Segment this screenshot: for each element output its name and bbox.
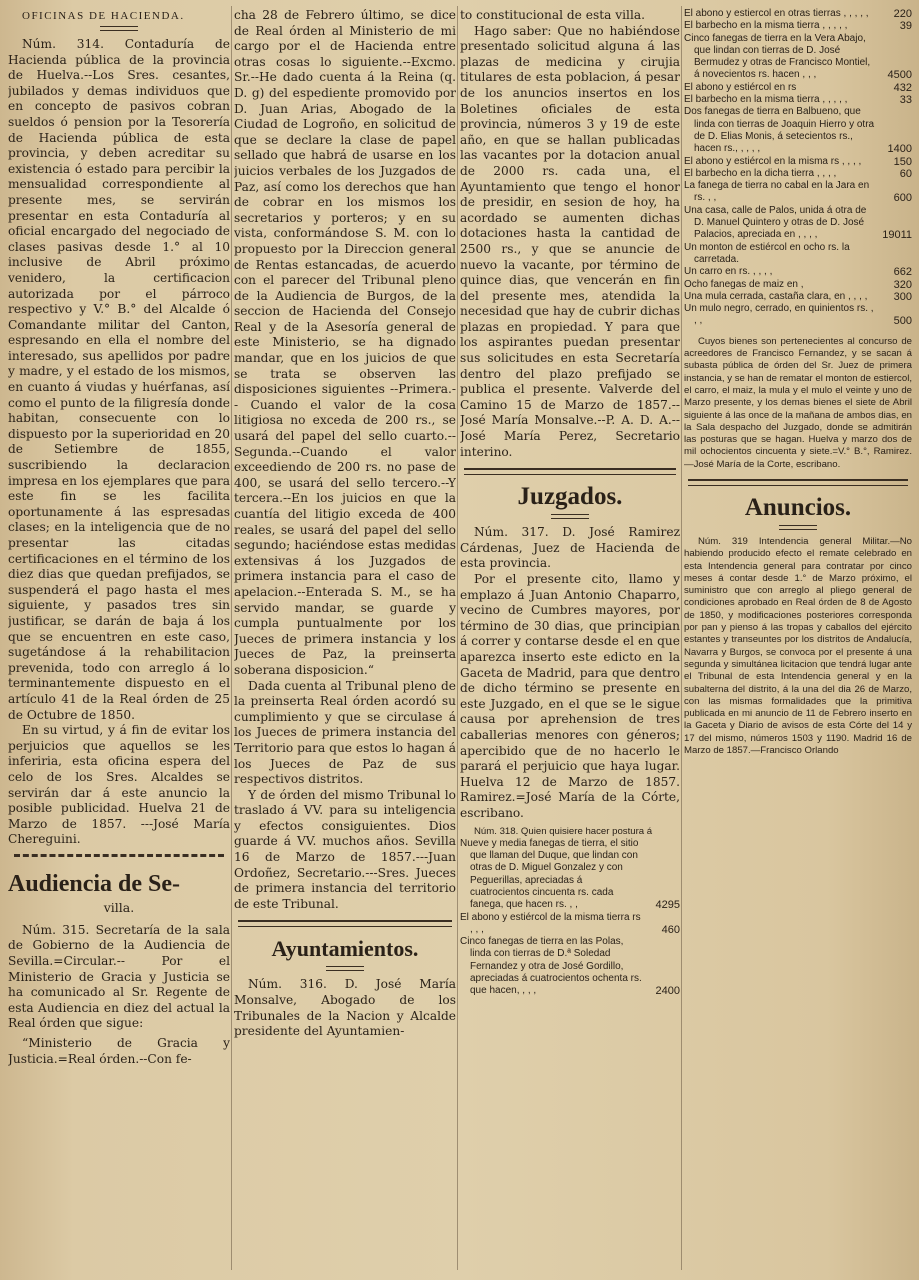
- auction-lot: El abono y estiércol en rs 432: [684, 81, 912, 94]
- separator: [100, 26, 138, 31]
- notice-318-header: Núm. 318. Quien quisiere hacer postura á: [474, 825, 653, 837]
- section-title-audiencia-cont: villa.: [103, 899, 135, 915]
- auction-lot: Una mula cerrada, castaña clara, en , , , , 300: [684, 290, 912, 303]
- notice-317-header: Núm. 317. D. José Ramirez Cárdenas, Juez de Hacienda de esta provincia.: [460, 525, 680, 571]
- notice-314-closing: En su virtud, y á fin de evitar los perjuicios que aquellos se les inferiria, esta oficina espera del celo de los Sres. Alcaldes se servirán dar á este anuncio la posible publicidad. Huelva 21 de Marzo de 1857. ---José María Chereguini.: [8, 723, 230, 847]
- notice-319: Núm. 319 Intendencia general Militar.—No habiendo producido efecto el remate celebrado en esta Intendencia general para contratar por cinco meses á contar desde 1.° de Marzo próximo, el suministro que con arreglo al pliego general de condiciones aprobado en Real órden de 8 de Agosto de 1850, y modificaciones posteriores corresponda por pan y pienso á las tropas y caballos del ejército estantes y transeuntes por los distritos de Andalucía, Navarra y Burgos, se convoca por el presente á una segunda y simultánea licitacion que tendrá lugar ante el Tribunal de esta Intendencia general y en la subalterna del distrito, á la una del dia 26 de Marzo, con las mismas formalidades que la primitiva publicada en mi anuncio de 11 de Febrero inserto en la Gaceta y Diario de avisos de esta Córte del 14 y 17 del mismo, números 1503 y 1190. Madrid 16 de Marzo de 1857.—Francisco Orlando: [684, 535, 912, 757]
- auction-lot: Nueve y media fanegas de tierra, el sitio que llaman del Duque, que lindan con otras de D. Miguel Gonzalez y con Peguerillas, apreciadas á cuatrocientos cincuenta rs. cada fanega, que hacen rs. , , 4295: [460, 837, 680, 912]
- column-4: [684, 8, 912, 1270]
- auction-lot: Cinco fanegas de tierra en la Vera Abajo, que lindan con tierras de D. José Bermudez y otras de Francisco Montiel, á novecientos rs. hacen , , , 4500: [684, 32, 912, 82]
- column-rule: [681, 6, 682, 1270]
- notice-315-body: cha 28 de Febrero último, se dice de Real órden al Ministerio de mi cargo por el de Hacienda entre otras cosas lo siguiente.--Excmo. Sr.--He dado cuenta á la Reina (q. D. g) del espediente promovido por D. Juan Arias, Abogado de la Ciudad de Logroño, en solicitud de que se declare la clase de papel sellado que habrá de usarse en los juicios verbales de los Juzgados de Paz, así como los derechos que han de cobrar en los mismos los secretarios y porteros; y en su vista, conformándose S. M. con lo propuesto por la Direccion general de Rentas estancadas, de acuerdo con el parecer del Tribunal pleno de la Audiencia de Burgos, de la seccion de Hacienda del Consejo Real y de la Asesoría general de este Ministerio, se ha dignado mandar, que en los juicios de que se trata se observen las disposiciones siguientes --Primera.-- Cuando el valor de la cosa litigiosa no exceda de 200 rs., se usará del papel del sello cuarto.--Segunda.--Cuando el valor exceediendo de 200 rs. no pase de 400, se usará del sello tercero.--Y tercera.--En los juicios en que la cuantía del litigio exceda de 400 reales, se usará del papel del sello segundo; haciéndose estas medidas extensivas á los Juzgados de primera instancia para el caso de apelacion.--Enterada S. M., se ha servido mandar, se guarde y cumpla puntualmente por los Jueces de primera instancia y los Jueces de Paz, la preinserta soberana disposicion.“: [234, 8, 456, 677]
- auction-lot: La fanega de tierra no cabal en la Jara en rs. , , 600: [684, 180, 912, 205]
- auction-lot: Cinco fanegas de tierra en las Polas, linda con tierras de D.ª Soledad Fernandez y otra de José Gordillo, apreciadas á cuatrocientos ochenta rs. que hacen, , , , 2400: [460, 936, 680, 998]
- auction-lot: Un mulo negro, cerrado, en quinientos rs. , , , 500: [684, 303, 912, 328]
- separator: [14, 854, 224, 862]
- column-rule: [231, 6, 232, 1270]
- separator: [326, 966, 364, 971]
- notice-316-body: Hago saber: Que no habiéndose presentado solicitud alguna á las plazas de medicina y cirujia titulares de esta poblacion, á pesar de los anuncios insertos en los Boletines oficiales de esta provincia, números 3 y 19 de este año, en que se hallan publicadas las vacantes por la dotacion anual de 2000 rs. cada una, el Ayuntamiento que tengo el honor de presidir, en sesion de hoy, ha acordado se aumenten dichas dotaciones hasta la cantidad de 2500 rs., y que se anuncie de nuevo la vacante, por término de quince dias, que vencerán en fin del presente mes, atendida la necesidad que hay de cubrir dichas plazas en propiedad. Y para que los aspirantes puedan presentar sus solicitudes en esta Secretaría dentro del plazo prefijado se publica el presente. Valverde del Camino 15 de Marzo de 1857.--José María Monsalve.--P. A. D. A.--José María Perez, Secretario interino.: [460, 23, 680, 459]
- auction-lot-table: [460, 838, 680, 998]
- section-title-audiencia: Audiencia de Se-: [8, 870, 181, 897]
- auction-lot: Un monton de estiércol en ocho rs. la carretada.: [684, 241, 850, 265]
- auction-lot: El abono y estiercol en otras tierras , , , , , 220: [684, 8, 912, 20]
- column-rule: [457, 6, 458, 1270]
- auction-lot: El abono y estiércol de la misma tierra rs , , , 460: [460, 911, 680, 936]
- column-2: [234, 8, 456, 1270]
- column-1: [8, 8, 230, 1270]
- column-3: [460, 8, 680, 1270]
- auction-lot: Un carro en rs. , , , , 662: [684, 266, 912, 279]
- notice-315-tribunal: Dada cuenta al Tribunal pleno de la preinserta Real órden acordó su cumplimiento y que se circulase á los Jueces de primera instancia del Territorio para que estos lo hagan á los Jueces de Paz de sus respectivos distritos.: [234, 678, 456, 787]
- notice-315-signature: Y de órden del mismo Tribunal lo traslado á VV. para su inteligencia y efectos consiguientes. Dios guarde á VV. muchos años. Sevilla 16 de Marzo de 1857.---Juan Ordoñez, Secretario.---Sres. Jueces de primera instancia del territorio de este Tribunal.: [234, 787, 456, 911]
- separator: [464, 468, 676, 475]
- section-title-juzgados: Juzgados.: [517, 483, 623, 511]
- auction-lot: Una casa, calle de Palos, unida á otra de D. Manuel Quintero y otras de D. José Palacios, apreciada en , , , , 19011: [684, 204, 912, 242]
- auction-lot: El barbecho en la misma tierra , , , , , 33: [684, 94, 912, 107]
- notice-317-body: Por el presente cito, llamo y emplazo á Juan Antonio Chaparro, vecino de Cumbres mayores, por término de 30 dias, que principian á correr y contarse desde el en que aparezca inserto este edicto en la Gaceta de Madrid, para que dentro de dicho término se presente en este Juzgado, en el que se le sigue causa por aprehension de tres caballerias menores con géneros; apercibido que de no hacerlo le parará el perjuicio que haya lugar. Huelva 12 de Marzo de 1857. Ramirez.=José María de la Córte, escribano.: [460, 572, 680, 820]
- section-title-anuncios: Anuncios.: [744, 493, 852, 521]
- auction-lot: El abono y estiércol en la misma rs , , , , 150: [684, 155, 912, 168]
- notice-316: Núm. 316. D. José María Monsalve, Abogado de los Tribunales de la Nacion y Alcalde presidente del Ayuntamien-: [234, 977, 456, 1039]
- auction-lot: El barbecho en la dicha tierra , , , , 60: [684, 167, 912, 180]
- auction-lot-table: [684, 8, 912, 328]
- notice-315: Núm. 315. Secretaría de la sala de Gobierno de la Audiencia de Sevilla.=Circular.-- Por el Ministerio de Gracia y Justicia se ha comunicado al Sr. Regente de esta Audiencia en diez del actual la Real órden que sigue:: [8, 922, 230, 1031]
- notice-314: Núm. 314. Contaduría de Hacienda pública de la provincia de Huelva.--Los Sres. cesantes, jubilados y demas individuos que en concepto de pasivos cobran sueldos ó pension por la Tesorería de Hacienda pública de esta provincia, y deben acreditar su existencia ó estado para percibir la mensualidad correspondiente al presente mes, se servirán presentar en esta Contaduría al oficial encargado del negociado de clases pasivas desde 1.° al 10 inclusive de Abril próximo venidero, la certificacion autorizada por el párroco respectivo y V.° B.° del Alcalde ó Comandante militar del Canton, espresando en ella el nombre del interesado, sus apellidos por padre y madre, y el estado de los mismos, en cuanto á viudas y huérfanas, así como el punto de la filigresía donde habitan, consecuente con lo dispuesto por la superioridad en 20 de Setiembre de 1855, suscribiendo la declaracion impresa en los ejemplares que para este fin se les facilita oportunamente á las espresadas clases; en la inteligencia que de no presentar las citadas certificaciones en el término de los diez dias que quedan prefijados, se suspenderá el pago hasta el mes siguiente, y pasados tres sin justificar, se darán de baja á los que se encuentren en este caso, sugetándose á la rehabilitacion prevenida, todo con arreglo á lo terminantemente dispuesto en el artículo 41 de la Real órden de 25 de Octubre de 1850.: [8, 37, 230, 722]
- notice-318-closing: Cuyos bienes son pertenecientes al concurso de acreedores de Francisco Fernandez, y se sacan á subasta pública de órden del Sr. Juez de primera instancia, y se han de rematar el monton de estiercol, el carro, el maiz, la mula y el mulo el veinte y uno de Marzo presente, y los demas bienes el siete de Abril siguiente á las once de la mañana de ambos dias, en la Sala despacho del Juzgado, donde se admitirán las posturas que se hagan. Huelva y marzo dos de mil ochocientos cincuenta y siete.=V.° B.°, Ramirez.—José María de la Corte, escribano.: [684, 335, 912, 470]
- separator: [779, 525, 817, 530]
- section-title-ayuntamientos: Ayuntamientos.: [271, 936, 419, 962]
- auction-lot: Dos fanegas de tierra en Balbueno, que linda con tierras de Joaquin Hierro y otra de D. Elias Monis, á setecientos rs., hacen rs., , , , , 1400: [684, 106, 912, 156]
- auction-lot: El barbecho en la misma tierra , , , , , 39: [684, 20, 912, 33]
- separator: [688, 479, 908, 486]
- notice-316-cont: to constitucional de esta villa.: [460, 8, 645, 22]
- section-header-oficinas: OFICINAS DE HACIENDA.: [22, 10, 185, 22]
- auction-lot: Ocho fanegas de maiz en , 320: [684, 278, 912, 291]
- separator: [551, 514, 589, 519]
- separator: [238, 920, 452, 927]
- notice-315-quote: “Ministerio de Gracia y Justicia.=Real órden.--Con fe-: [8, 1036, 230, 1066]
